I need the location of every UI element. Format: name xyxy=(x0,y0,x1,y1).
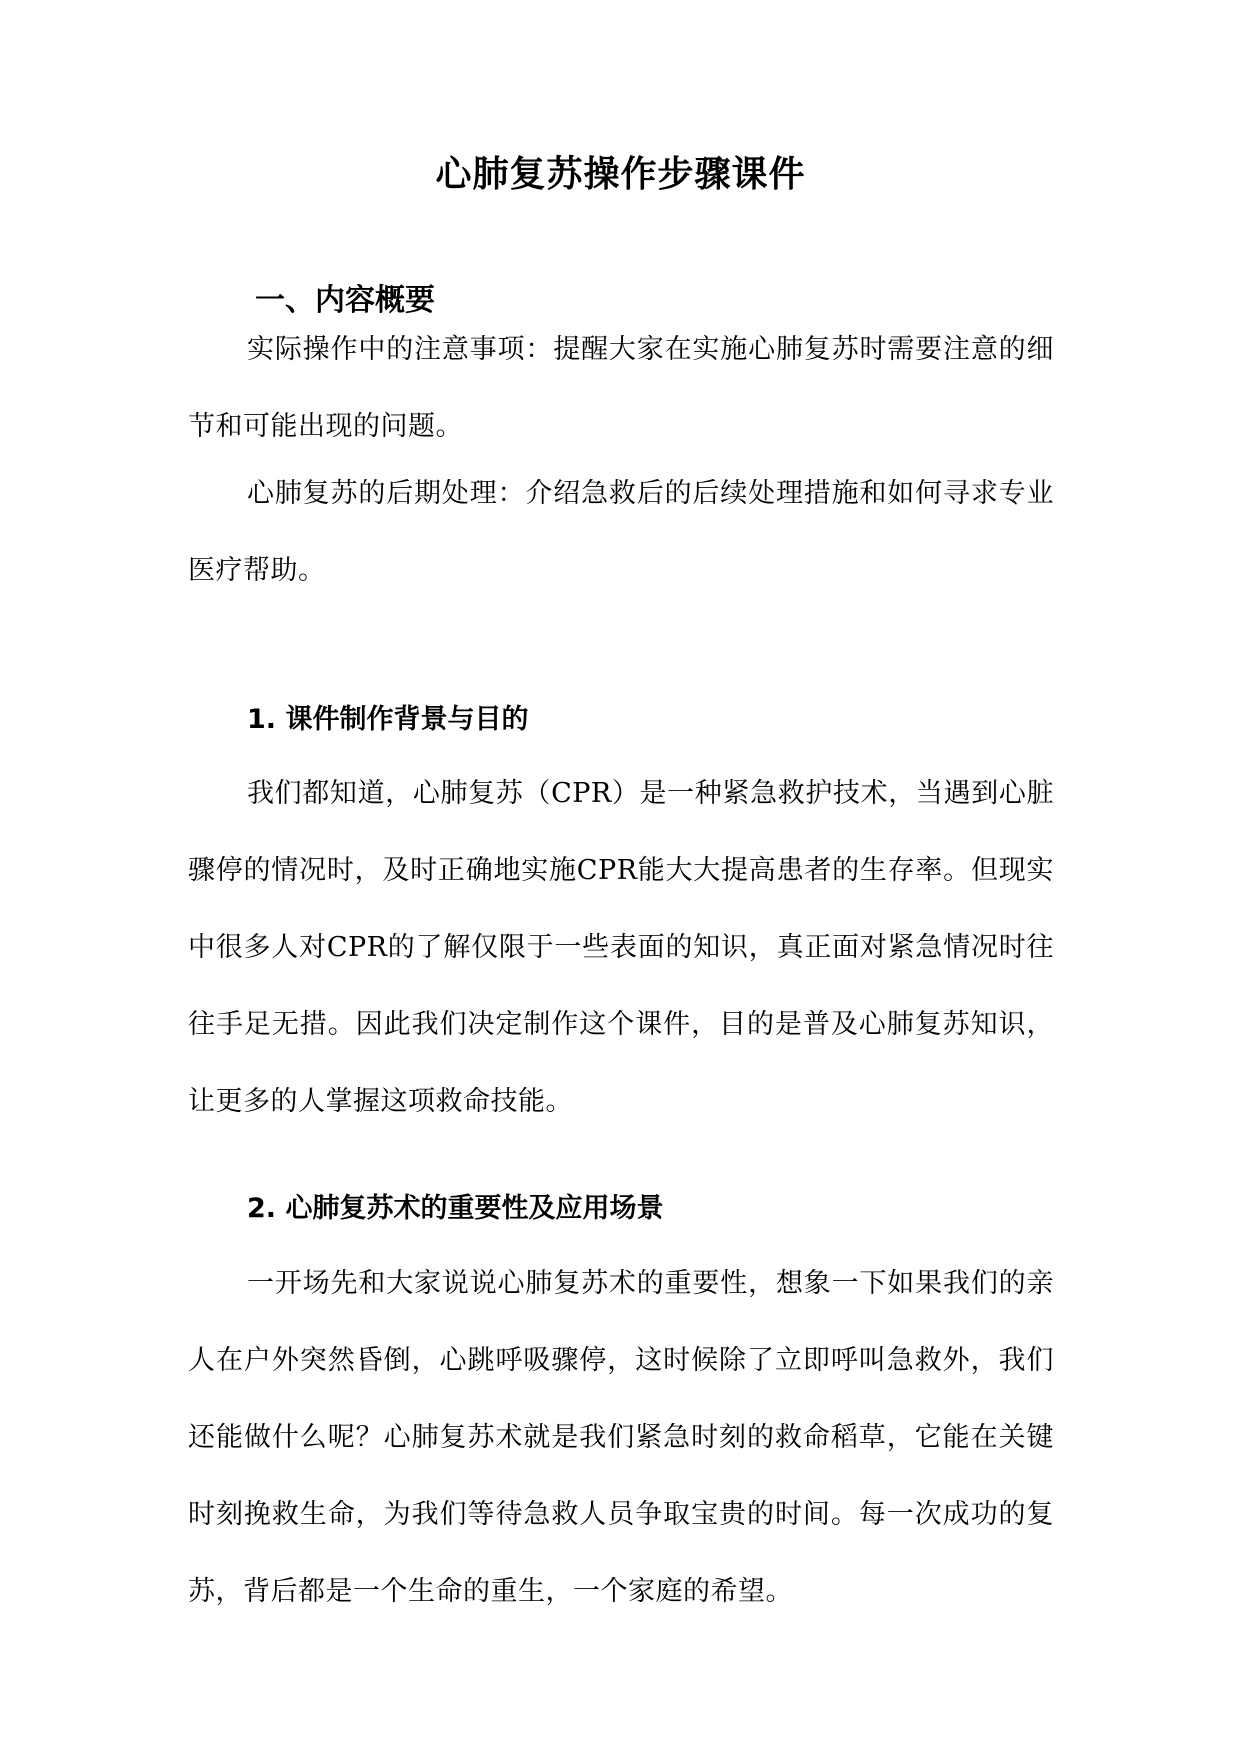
document-title: 心肺复苏操作步骤课件 xyxy=(435,154,806,195)
subsection-heading-background: 1. 课件制作背景与目的 xyxy=(247,704,529,735)
paragraph-aftercare: 心肺复苏的后期处理：介绍急救后的后续处理措施和如何寻求专业医疗帮助。 xyxy=(188,478,1054,586)
section-heading-overview: 一、内容概要 xyxy=(255,283,435,318)
subsection-heading-importance: 2. 心肺复苏术的重要性及应用场景 xyxy=(247,1193,664,1224)
paragraph-precautions: 实际操作中的注意事项：提醒大家在实施心肺复苏时需要注意的细节和可能出现的问题。 xyxy=(188,334,1054,442)
paragraph-importance: 一开场先和大家说说心肺复苏术的重要性，想象一下如果我们的亲人在户外突然昏倒，心跳呼吸骤停，这时候除了立即呼叫急救外，我们还能做什么呢？心肺复苏术就是我们紧急时刻的救命稻草，它能在关键时刻挽救生命，为我们等待急救人员争取宝贵的时间。每一次成功的复苏，背后都是一个生命的重生，一个家庭的希望。 xyxy=(188,1268,1054,1607)
paragraph-background: 我们都知道，心肺复苏（CPR）是一种紧急救护技术，当遇到心脏骤停的情况时，及时正确地实施CPR能大大提高患者的生存率。但现实中很多人对CPR的了解仅限于一些表面的知识，真正面对紧急情况时往往手足无措。因此我们决定制作这个课件，目的是普及心肺复苏知识，让更多的人掌握这项救命技能。 xyxy=(188,778,1054,1117)
